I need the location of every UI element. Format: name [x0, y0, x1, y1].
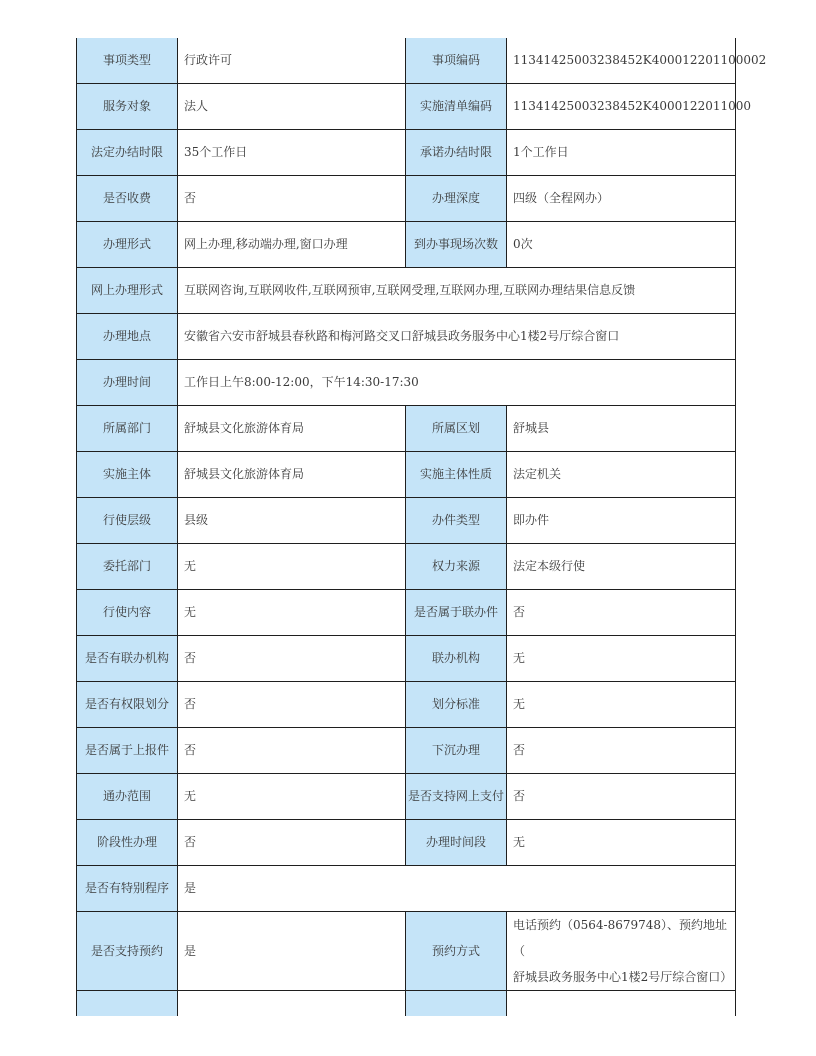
field-label: 下沉办理: [406, 727, 507, 773]
field-label: 是否收费: [77, 175, 178, 221]
field-label: 办理地点: [77, 313, 178, 359]
field-value: 互联网咨询,互联网收件,互联网预审,互联网受理,互联网办理,互联网办理结果信息反馈: [178, 267, 736, 313]
field-label: 委托部门: [77, 543, 178, 589]
field-value: 是: [178, 911, 406, 990]
field-value: 否: [178, 635, 406, 681]
field-value: 无: [507, 681, 736, 727]
field-label: 办件类型: [406, 497, 507, 543]
field-label: 是否属于上报件: [77, 727, 178, 773]
table-row: [77, 911, 736, 990]
field-value: 1个工作日: [507, 129, 736, 175]
table-row: [77, 681, 736, 727]
table-row: [77, 451, 736, 497]
field-label: 承诺办结时限: [406, 129, 507, 175]
field-label: 实施主体: [77, 451, 178, 497]
field-label: 网上办理形式: [77, 267, 178, 313]
field-label: [406, 990, 507, 1016]
field-label: [77, 990, 178, 1016]
table-row: [77, 635, 736, 681]
field-value: 舒城县文化旅游体育局: [178, 451, 406, 497]
field-label: 事项类型: [77, 38, 178, 83]
field-value: 行政许可: [178, 38, 406, 83]
field-label: 联办机构: [406, 635, 507, 681]
field-value: 县级: [178, 497, 406, 543]
table-row: [77, 38, 736, 83]
table-row: [77, 129, 736, 175]
field-label: 是否有特别程序: [77, 865, 178, 911]
field-value: 否: [178, 727, 406, 773]
field-value: [507, 990, 736, 1016]
table-row: [77, 543, 736, 589]
field-value: 法定机关: [507, 451, 736, 497]
matter-info-table: [76, 38, 767, 1016]
field-value: 无: [178, 773, 406, 819]
field-label: 所属区划: [406, 405, 507, 451]
field-value: 四级（全程网办）: [507, 175, 736, 221]
table-row: [77, 589, 736, 635]
field-label: 办理时间: [77, 359, 178, 405]
field-value: 是: [178, 865, 736, 911]
field-value: 网上办理,移动端办理,窗口办理: [178, 221, 406, 267]
field-value: 否: [507, 589, 736, 635]
matter-info-sheet: [76, 38, 767, 1016]
field-value: 工作日上午8:00-12:00，下午14:30-17:30: [178, 359, 736, 405]
field-label: 法定办结时限: [77, 129, 178, 175]
field-value: 法人: [178, 83, 406, 129]
field-value: 无: [178, 589, 406, 635]
table-row: [77, 819, 736, 865]
field-value: 法定本级行使: [507, 543, 736, 589]
field-label: 是否有权限划分: [77, 681, 178, 727]
field-label: 通办范围: [77, 773, 178, 819]
table-row: [77, 359, 736, 405]
field-label: 行使层级: [77, 497, 178, 543]
table-row: [77, 497, 736, 543]
table-row: [77, 83, 736, 129]
field-value: 无: [507, 819, 736, 865]
field-value: 电话预约（0564-8679748）、预约地址（ 舒城县政务服务中心1楼2号厅综合窗口）: [507, 911, 736, 990]
field-label: 到办事现场次数: [406, 221, 507, 267]
field-label: 阶段性办理: [77, 819, 178, 865]
field-label: 是否支持网上支付: [406, 773, 507, 819]
field-value: 安徽省六安市舒城县春秋路和梅河路交叉口舒城县政务服务中心1楼2号厅综合窗口: [178, 313, 736, 359]
field-label: 所属部门: [77, 405, 178, 451]
table-row: [77, 773, 736, 819]
field-label: 划分标准: [406, 681, 507, 727]
table-row: [77, 727, 736, 773]
field-label: 服务对象: [77, 83, 178, 129]
field-value: 即办件: [507, 497, 736, 543]
field-value: 否: [178, 681, 406, 727]
field-label: 是否支持预约: [77, 911, 178, 990]
table-row: [77, 865, 736, 911]
field-label: 行使内容: [77, 589, 178, 635]
field-value: 35个工作日: [178, 129, 406, 175]
field-value: 舒城县文化旅游体育局: [178, 405, 406, 451]
table-row: [77, 990, 736, 1016]
field-label: 实施主体性质: [406, 451, 507, 497]
field-value: 否: [178, 175, 406, 221]
field-value: 无: [507, 635, 736, 681]
table-row: [77, 405, 736, 451]
table-row: [77, 221, 736, 267]
table-row: [77, 175, 736, 221]
field-label: 办理形式: [77, 221, 178, 267]
field-value: 0次: [507, 221, 736, 267]
field-label: 权力来源: [406, 543, 507, 589]
field-value: 否: [178, 819, 406, 865]
field-value: 11341425003238452K400012201100002: [507, 38, 736, 83]
field-value: 否: [507, 727, 736, 773]
field-label: 预约方式: [406, 911, 507, 990]
table-row: [77, 267, 736, 313]
field-value: 否: [507, 773, 736, 819]
field-value: 无: [178, 543, 406, 589]
field-label: 事项编码: [406, 38, 507, 83]
field-label: 办理深度: [406, 175, 507, 221]
field-value: 11341425003238452K4000122011000: [507, 83, 736, 129]
field-label: 是否有联办机构: [77, 635, 178, 681]
field-value: [178, 990, 406, 1016]
field-label: 办理时间段: [406, 819, 507, 865]
field-value: 舒城县: [507, 405, 736, 451]
field-label: 是否属于联办件: [406, 589, 507, 635]
table-row: [77, 313, 736, 359]
field-label: 实施清单编码: [406, 83, 507, 129]
